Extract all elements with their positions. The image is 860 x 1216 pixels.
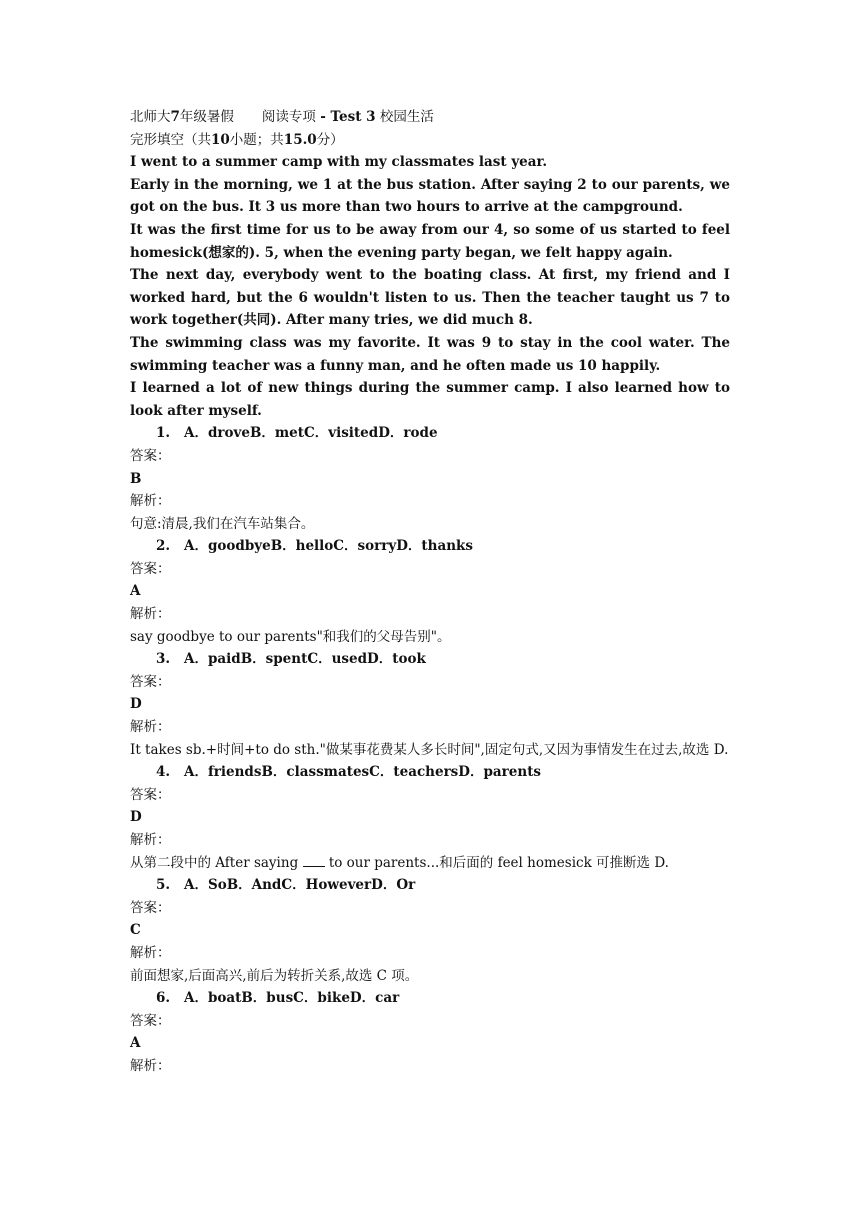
answer-label: 答案： [130, 899, 171, 916]
answer-value: B [130, 470, 142, 487]
answer-label: 答案： [130, 673, 171, 690]
document-title: 北师大7年级暑假 阅读专项 - Test 3 校园生活 [130, 109, 434, 125]
analysis-text: say goodbye to our parents"和我们的父母告别"。 [130, 628, 451, 645]
analysis-label: 解析： [130, 944, 171, 961]
question-options: 6. A．boatB．busC．bikeD．car [156, 990, 400, 1007]
passage-paragraph: The swimming class was my favorite. It was 9 to stay in the cool water. The swimming teacher was a funny man, and he often made us 10 happily. [130, 334, 730, 374]
analysis-text: It takes sb.+时间+to do sth."做某事花费某人多长时间",固定句式,又因为事情发生在过去,故选 D. [130, 741, 729, 758]
answer-value: A [130, 583, 141, 600]
passage-paragraph: The next day, everybody went to the boating class. At first, my friend and I worked hard, but the 6 wouldn't listen to us. Then the teacher taught us 7 to work together(共同). After many tries, we did much 8. [130, 267, 730, 329]
analysis-label: 解析： [130, 719, 171, 736]
question-item [130, 535, 730, 648]
passage-paragraph: I learned a lot of new things during the summer camp. I also learned how to look after myself. [130, 380, 730, 419]
answer-value: D [130, 809, 142, 826]
answer-label: 答案： [130, 447, 171, 464]
section-heading: 完形填空（共10小题；共15.0分） [130, 131, 344, 148]
question-options: 3. A．paidB．spentC．usedD．took [156, 651, 426, 668]
analysis-text: 从第二段中的 After saying to our parents...和后面的 feel homesick 可推断选 D. [130, 854, 669, 871]
question-options: 4. A．friendsB．classmatesC．teachersD．parents [156, 764, 542, 781]
answer-label: 答案： [130, 560, 171, 577]
analysis-text: 句意:清晨,我们在汽车站集合。 [130, 515, 315, 532]
question-item [130, 874, 730, 987]
question-options: 2. A．goodbyeB．helloC．sorryD．thanks [156, 538, 474, 555]
answer-value: A [130, 1035, 141, 1052]
document-page [130, 106, 730, 1078]
passage-paragraph: I went to a summer camp with my classmates last year. [130, 154, 548, 171]
answer-label: 答案： [130, 786, 171, 803]
question-item [130, 761, 730, 874]
question-item [130, 987, 730, 1077]
answer-value: C [130, 922, 141, 939]
passage [130, 151, 730, 422]
analysis-text: 前面想家,后面高兴,前后为转折关系,故选 C 项。 [130, 967, 419, 984]
question-item [130, 422, 730, 535]
passage-paragraph: It was the first time for us to be away from our 4, so some of us started to feel homesick(想家的). 5, when the evening party began, we felt happy again. [130, 221, 730, 261]
question-options: 5. A．SoB．AndC．HoweverD．Or [156, 877, 416, 894]
analysis-label: 解析： [130, 1057, 171, 1074]
analysis-label: 解析： [130, 606, 171, 623]
question-item [130, 648, 730, 761]
passage-paragraph: Early in the morning, we 1 at the bus station. After saying 2 to our parents, we got on the bus. It 3 us more than two hours to arrive at the campground. [130, 176, 730, 216]
answer-label: 答案： [130, 1012, 171, 1029]
question-options: 1. A．droveB．metC．visitedD．rode [156, 425, 438, 442]
answer-value: D [130, 696, 142, 713]
analysis-label: 解析： [130, 832, 171, 848]
analysis-label: 解析： [130, 493, 171, 510]
answer-blank [303, 854, 325, 867]
